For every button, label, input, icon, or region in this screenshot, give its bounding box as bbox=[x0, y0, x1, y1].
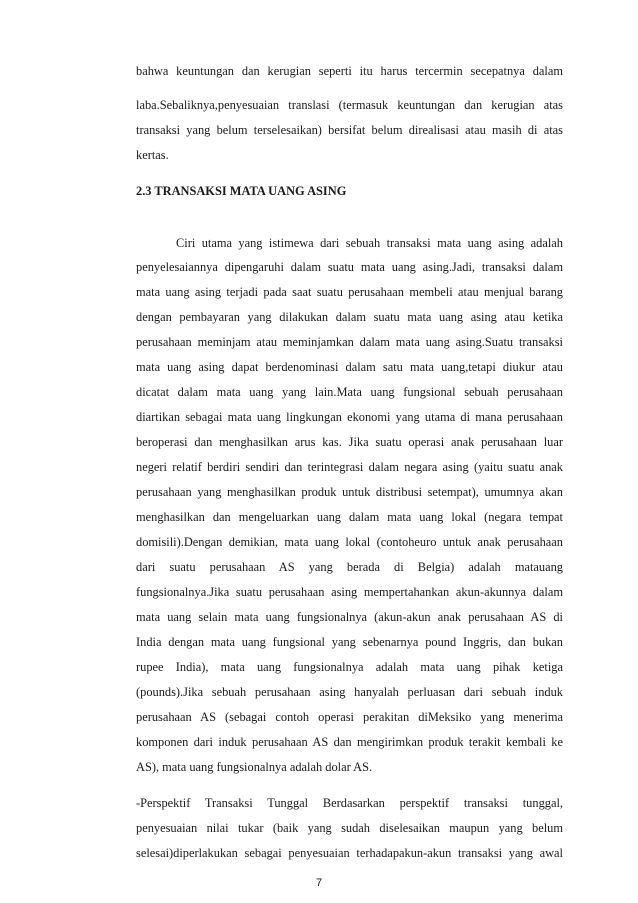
text-line: India dengan mata uang fungsional yang sebenarnya pound Inggris, dan bukan bbox=[136, 635, 563, 649]
text-line: selesai)diperlakukan sebagai penyesuaian terhadapakun-akun transaksi yang awal bbox=[136, 846, 563, 860]
page-number: 7 bbox=[315, 877, 323, 889]
text-line: perusahaan yang menghasilkan produk untuk distribusi setempat), umumnya akan bbox=[136, 485, 563, 499]
text-line: Ciri utama yang istimewa dari sebuah transaksi mata uang asing adalah bbox=[176, 236, 563, 250]
text-line: perusahaan meminjam atau meminjamkan dalam mata uang asing.Suatu transaksi bbox=[136, 335, 563, 349]
text-line: (pounds).Jika sebuah perusahaan asing hanyalah perluasan dari sebuah induk bbox=[136, 685, 563, 699]
text-line: menghasilkan dan mengeluarkan uang dalam mata uang lokal (negara tempat bbox=[136, 510, 563, 524]
text-line: bahwa keuntungan dan kerugian seperti itu harus tercermin secepatnya dalam bbox=[136, 64, 563, 78]
text-line: penyesuaian nilai tukar (baik yang sudah diselesaikan maupun yang belum bbox=[136, 821, 563, 835]
text-line: komponen dari induk perusahaan AS dan mengirimkan produk terakit kembali ke bbox=[136, 735, 563, 749]
text-line: mata uang selain mata uang fungsionalnya (akun-akun anak perusahaan AS di bbox=[136, 610, 563, 624]
text-line: fungsionalnya.Jika suatu perusahaan asing mempertahankan akun-akunnya dalam bbox=[136, 585, 563, 599]
text-line: dengan pembayaran yang dilakukan dalam suatu mata uang asing atau ketika bbox=[136, 310, 563, 324]
text-line: kertas. bbox=[136, 148, 169, 162]
text-line: dicatat dalam mata uang yang lain.Mata uang fungsional sebuah perusahaan bbox=[136, 385, 563, 399]
text-line: rupee India), mata uang fungsionalnya adalah mata uang pihak ketiga bbox=[136, 660, 563, 674]
text-line: transaksi yang belum terselesaikan) bersifat belum direalisasi atau masih di atas bbox=[136, 123, 563, 137]
text-line: beroperasi dan menghasilkan arus kas. Jika suatu operasi anak perusahaan luar bbox=[136, 435, 563, 449]
section-heading: 2.3 TRANSAKSI MATA UANG ASING bbox=[136, 184, 347, 198]
text-line: domisili).Dengan demikian, mata uang lokal (contoheuro untuk anak perusahaan bbox=[136, 535, 563, 549]
text-line: penyelesaiannya dipengaruhi dalam suatu mata uang asing.Jadi, transaksi dalam bbox=[136, 260, 563, 274]
text-line: -Perspektif Transaksi Tunggal Berdasarkan perspektif transaksi tunggal, bbox=[136, 796, 563, 810]
text-line: mata uang asing dapat berdenominasi dalam satu mata uang,tetapi diukur atau bbox=[136, 360, 563, 374]
text-line: mata uang asing terjadi pada saat suatu perusahaan membeli atau menjual barang bbox=[136, 285, 563, 299]
text-line: dari suatu perusahaan AS yang berada di Belgia) adalah matauang bbox=[136, 560, 563, 574]
text-line: diartikan sebagai mata uang lingkungan ekonomi yang utama di mana perusahaan bbox=[136, 410, 563, 424]
text-line: perusahaan AS (sebagai contoh operasi perakitan diMeksiko yang menerima bbox=[136, 710, 563, 724]
text-line: AS), mata uang fungsionalnya adalah dolar AS. bbox=[136, 760, 373, 774]
text-line: laba.Sebaliknya,penyesuaian translasi (termasuk keuntungan dan kerugian atas bbox=[136, 98, 563, 112]
text-line: negeri relatif berdiri sendiri dan terintegrasi dalam negara asing (yaitu suatu anak bbox=[136, 460, 563, 474]
